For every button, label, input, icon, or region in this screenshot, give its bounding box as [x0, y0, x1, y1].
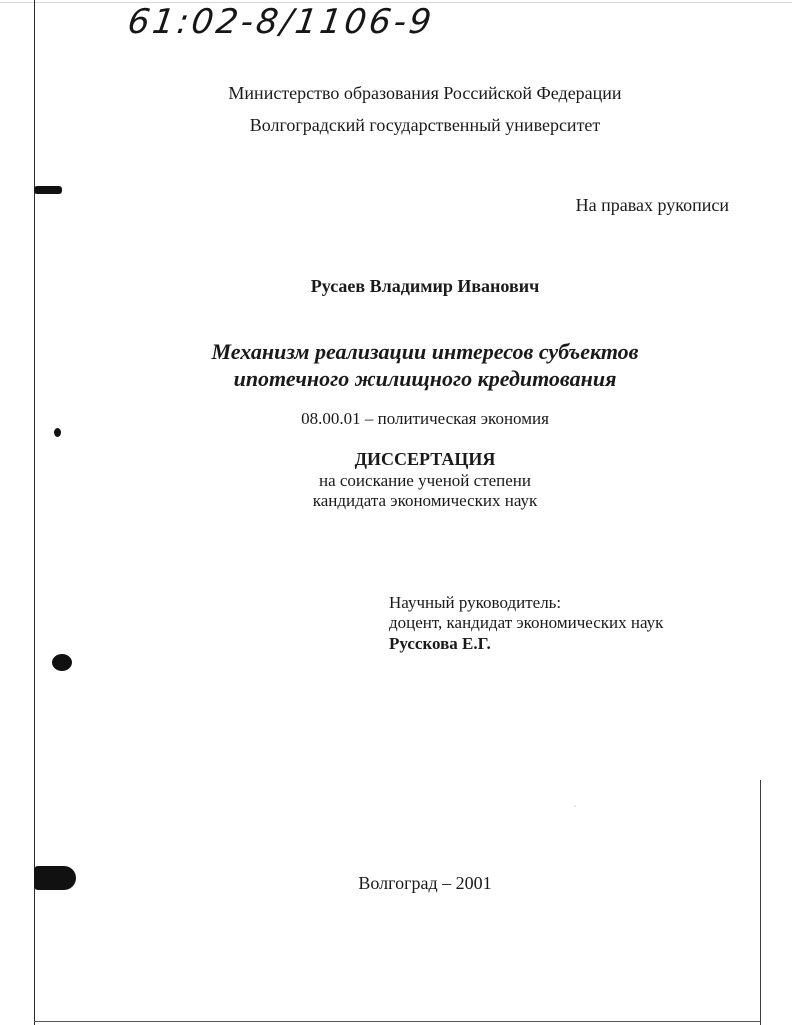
degree-line-1: на соискание ученой степени — [318, 471, 532, 490]
scan-edge-bottom — [34, 1021, 760, 1022]
supervisor-label: Научный руководитель: — [389, 593, 562, 612]
scan-smudge — [574, 805, 576, 807]
author-name: Русаев Владимир Иванович — [310, 276, 540, 296]
binding-hole-mark — [54, 428, 61, 437]
degree-label: ДИССЕРТАЦИЯ — [354, 449, 496, 469]
degree-line-2: кандидата экономических наук — [312, 491, 538, 510]
manuscript-note: На правах рукописи — [575, 195, 729, 215]
specialty-code: 08.00.01 – политическая экономия — [301, 409, 549, 428]
dissertation-title-line-2: ипотечного жилищного кредитования — [233, 366, 617, 391]
binding-hole-mark — [34, 186, 62, 194]
supervisor-title: доцент, кандидат экономических наук — [389, 613, 664, 632]
ministry-name: Министерство образования Российской Федерации — [228, 83, 622, 103]
university-name: Волгоградский государственный университет — [249, 115, 601, 135]
supervisor-name: Русскова Е.Г. — [389, 634, 491, 653]
dissertation-title-line-1: Механизм реализации интересов субъектов — [211, 339, 639, 364]
archive-code-handwritten: 61:02-8/1106-9 — [125, 2, 437, 42]
city-year: Волгоград – 2001 — [358, 873, 492, 893]
scan-edge-right — [760, 780, 761, 1025]
binding-hole-mark — [52, 654, 72, 671]
